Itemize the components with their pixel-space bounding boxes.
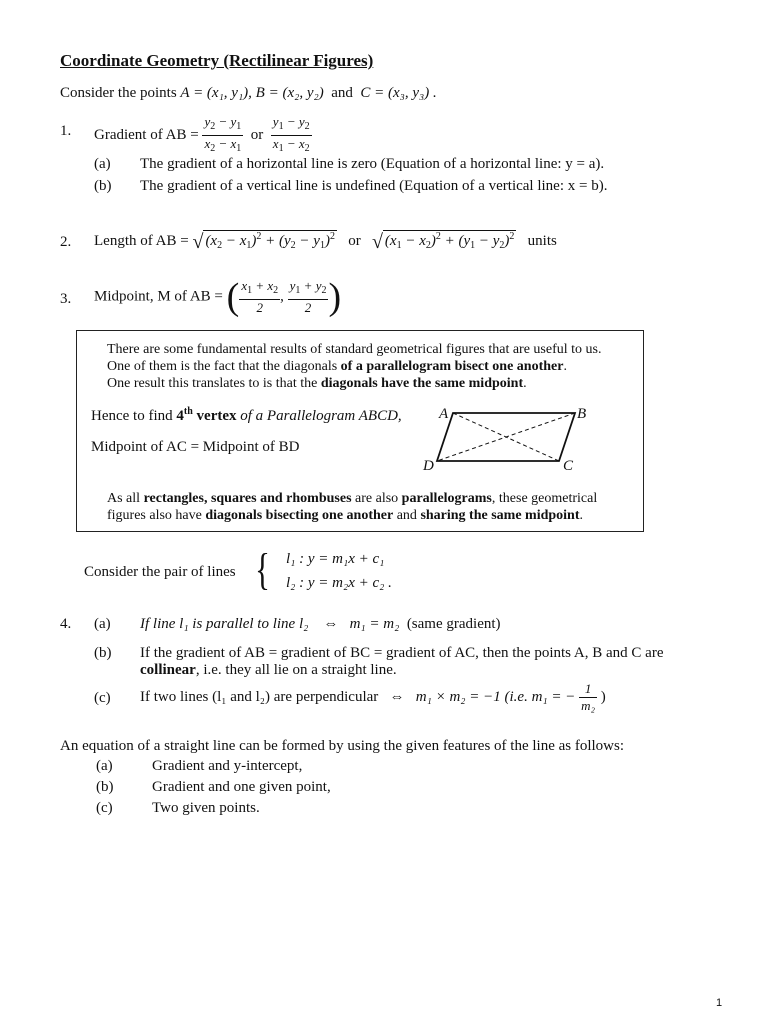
gradient-formula <box>94 114 312 157</box>
vertex-label-c: C <box>563 458 574 474</box>
gradient-label: Gradient of AB = <box>94 127 199 143</box>
intro-line <box>60 86 437 101</box>
midpoint-formula: Midpoint, M of AB = ( $\frac{x_1 + x_2}{2}$ , $\frac{y_1 + y_2}{2}$ ) <box>94 276 342 318</box>
gradient-fraction-2: $\frac{y_1 - y_2}{x_1 - x_2}$ <box>272 114 310 154</box>
label-1a: (a) <box>94 156 111 172</box>
midpoint-label: Midpoint, M of AB = <box>94 288 223 305</box>
label-1b: (b) <box>94 178 112 194</box>
vertex-label-b: B <box>577 406 587 422</box>
eq-label-a: (a) <box>96 758 113 774</box>
eq-option-c: Two given points. <box>152 800 260 816</box>
label-4c: (c) <box>94 690 111 706</box>
eq-label-b: (b) <box>96 779 114 795</box>
parallelogram-box <box>76 330 644 532</box>
midpoint-frac-x: $\frac{x_1 + x_2}{2}$ <box>241 278 279 315</box>
item-number-2: 2. <box>60 234 72 250</box>
page-number: 1 <box>716 997 723 1009</box>
pair-of-lines-label: Consider the pair of lines <box>84 564 236 580</box>
midpoint-frac-y: $\frac{y_1 + y_2}{2}$ <box>289 278 327 315</box>
box-hence: Hence to find 4th vertex of a Parallelogram ABCD, <box>91 406 402 424</box>
parallel-condition: If line l₁ is parallel to line l₂ ⇔ m₁ = m₂ (same gradient) <box>140 616 501 632</box>
vertical-line-text: The gradient of a vertical line is undefined (Equation of a vertical line: x = b). <box>140 178 608 194</box>
length-units: units <box>527 233 557 249</box>
point-a: A = (x₁, y₁), <box>180 85 252 101</box>
horizontal-line-text: The gradient of a horizontal line is zero (Equation of a horizontal line: y = a). <box>140 156 605 172</box>
page-title: Coordinate Geometry (Rectilinear Figures) <box>60 51 374 70</box>
vertex-label-d: D <box>423 458 434 474</box>
item-number-1: 1. <box>60 123 72 139</box>
vertex-label-a: A <box>439 406 449 422</box>
item-number-3: 3. <box>60 291 72 307</box>
eq-option-a: Gradient and y-intercept, <box>152 758 303 774</box>
left-brace: { <box>255 545 270 594</box>
point-b: B = (x₂, y₂) <box>255 85 324 101</box>
line-l1-equation: l₁ : y = m₁x + c₁ <box>286 551 385 567</box>
collinear-line-2: collinear, i.e. they all lie on a straight line. <box>140 662 397 678</box>
box-as-all: As all rectangles, squares and rhombuses are also parallelograms, these geometrical <box>107 491 598 506</box>
point-c: C = (x₃, y₃) . <box>360 85 437 101</box>
length-label: Length of AB = <box>94 233 189 249</box>
length-or: or <box>348 233 361 249</box>
box-midpoint-eq: Midpoint of AC = Midpoint of BD <box>91 439 300 455</box>
box-line-2: One of them is the fact that the diagonals of a parallelogram bisect one another. <box>107 359 567 374</box>
gradient-fraction-1: $\frac{y_2 - y_1}{x_2 - x_1}$ <box>204 114 242 154</box>
line-l2-equation: l₂ : y = m₂x + c₂ . <box>286 575 392 591</box>
box-line-3: One result this translates to is that the diagonals have the same midpoint. <box>107 376 527 391</box>
box-figures: figures also have diagonals bisecting one another and sharing the same midpoint. <box>107 508 584 523</box>
intro-and: and <box>331 85 353 101</box>
eq-label-c: (c) <box>96 800 113 816</box>
label-4a: (a) <box>94 616 111 632</box>
collinear-line-1: If the gradient of AB = gradient of BC = gradient of AC, then the points A, B and C are <box>140 645 664 661</box>
intro-text: Consider the points <box>60 85 177 101</box>
diagonal-bd <box>437 413 575 461</box>
box-line-1: There are some fundamental results of standard geometrical figures that are useful to us. <box>107 342 602 357</box>
negative-reciprocal-fraction: $\frac{1}{\text{m₂}}$ <box>581 681 596 713</box>
equation-intro: An equation of a straight line can be formed by using the given features of the line as follows: <box>60 738 625 754</box>
gradient-or: or <box>250 127 264 143</box>
label-4b: (b) <box>94 645 112 661</box>
perpendicular-condition: If two lines (l₁ and l₂) are perpendicular ⇔ m₁ × m₂ = −1 (i.e. m₁ = − $\frac{1}{\text{m₂}}$ ) <box>140 681 606 713</box>
item-number-4: 4. <box>60 616 72 632</box>
eq-option-b: Gradient and one given point, <box>152 779 331 795</box>
length-formula: Length of AB = √ $(x_2 - x_1)^2 + (y_2 - y_1)^2$ or √ $(x_1 - x_2)^2 + (y_1 - y_2)^2$ units <box>94 231 557 253</box>
